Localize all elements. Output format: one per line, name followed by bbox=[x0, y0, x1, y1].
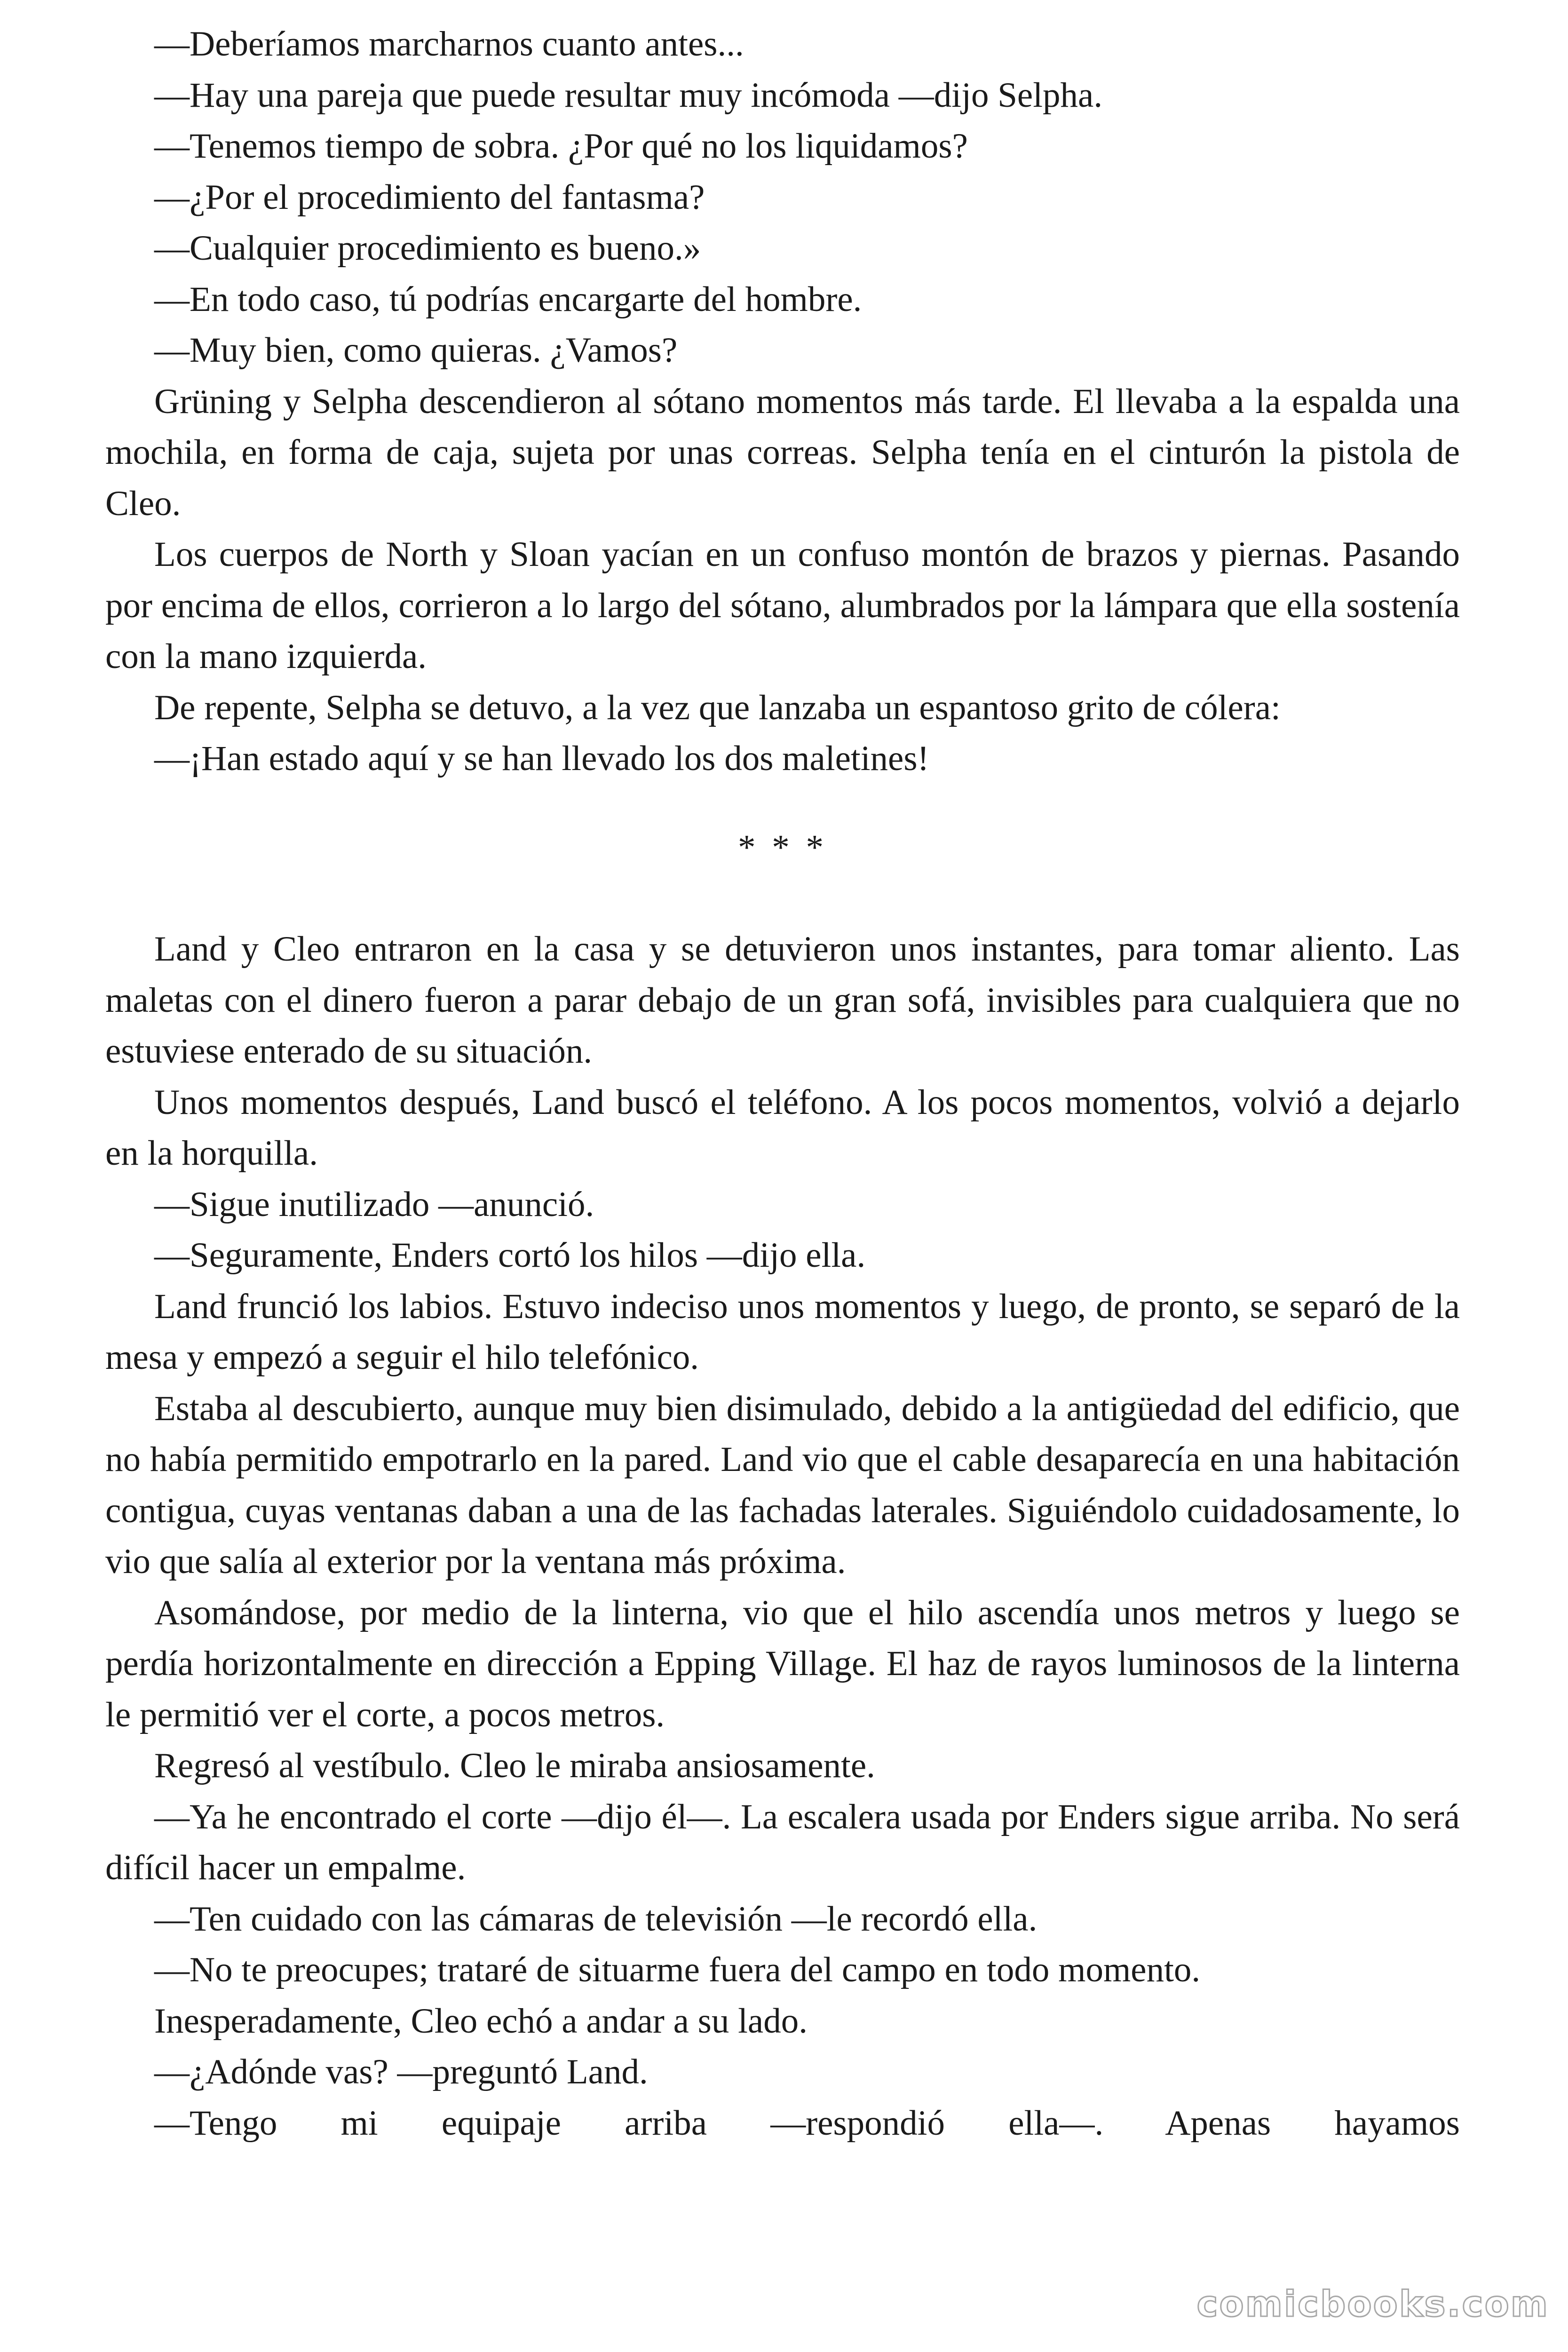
book-page bbox=[105, 19, 1460, 2149]
paragraph: Regresó al vestíbulo. Cleo le miraba ansiosamente. bbox=[154, 1746, 875, 1785]
paragraph: —Cualquier procedimiento es bueno.» bbox=[154, 229, 701, 268]
paragraph: —Ya he encontrado el corte —dijo él—. La escalera usada por Enders sigue arriba. No será difícil hacer un empalme. bbox=[105, 1797, 1460, 1887]
paragraph: Estaba al descubierto, aunque muy bien disimulado, debido a la antigüedad del edificio, que no había permitido empotrarlo en la pared. Land vio que el cable desaparecía en una habitación contigua, cuyas ventanas daban a una de las fachadas laterales. Siguiéndolo cuidadosamente, lo vio que salía al exterior por la ventana más próxima. bbox=[105, 1389, 1460, 1581]
paragraph: —Muy bien, como quieras. ¿Vamos? bbox=[154, 331, 678, 370]
paragraph: —¿Por el procedimiento del fantasma? bbox=[154, 177, 705, 217]
paragraph: Land frunció los labios. Estuvo indeciso unos momentos y luego, de pronto, se separó de la mesa y empezó a seguir el hilo telefónico. bbox=[105, 1287, 1460, 1377]
paragraph-continued: —Tengo mi equipaje arriba —respondió ella—. Apenas hayamos bbox=[154, 2103, 1460, 2143]
paragraph: —En todo caso, tú podrías encargarte del hombre. bbox=[154, 279, 862, 319]
paragraph: Grüning y Selpha descendieron al sótano momentos más tarde. El llevaba a la espalda una mochila, en forma de caja, sujeta por unas correas. Selpha tenía en el cinturón la pistola de Cleo. bbox=[105, 381, 1460, 523]
paragraph: —Tenemos tiempo de sobra. ¿Por qué no los liquidamos? bbox=[154, 127, 968, 166]
paragraph: De repente, Selpha se detuvo, a la vez que lanzaba un espantoso grito de cólera: bbox=[154, 688, 1281, 727]
paragraph: Los cuerpos de North y Sloan yacían en un confuso montón de brazos y piernas. Pasando por encima de ellos, corrieron a lo largo del sótano, alumbrados por la lámpara que ella sostenía con la mano izquierda. bbox=[105, 535, 1460, 676]
paragraph: Inesperadamente, Cleo echó a andar a su lado. bbox=[154, 2001, 808, 2041]
paragraph: —Hay una pareja que puede resultar muy incómoda —dijo Selpha. bbox=[154, 75, 1103, 115]
paragraph: —¡Han estado aquí y se han llevado los dos maletines! bbox=[154, 739, 929, 778]
paragraph: —Seguramente, Enders cortó los hilos —dijo ella. bbox=[154, 1236, 866, 1275]
paragraph: Land y Cleo entraron en la casa y se detuvieron unos instantes, para tomar aliento. Las maletas con el dinero fueron a parar debajo de un gran sofá, invisibles para cualquiera que no estuviese enterado de su situación. bbox=[105, 930, 1460, 1071]
paragraph: Asomándose, por medio de la linterna, vio que el hilo ascendía unos metros y luego se perdía horizontalmente en dirección a Epping Village. El haz de rayos luminosos de la linterna le permitió ver el corte, a pocos metros. bbox=[105, 1593, 1460, 1734]
paragraph: —Sigue inutilizado —anunció. bbox=[154, 1184, 594, 1224]
paragraph: —Ten cuidado con las cámaras de televisión —le recordó ella. bbox=[154, 1899, 1037, 1939]
paragraph: —Deberíamos marcharnos cuanto antes... bbox=[154, 24, 744, 64]
section-separator: * * * bbox=[738, 827, 827, 867]
watermark-logo: comicbooks.com bbox=[1196, 2283, 1549, 2325]
paragraph: —No te preocupes; trataré de situarme fuera del campo en todo momento. bbox=[154, 1950, 1201, 1989]
paragraph: Unos momentos después, Land buscó el teléfono. A los pocos momentos, volvió a dejarlo en la horquilla. bbox=[105, 1082, 1460, 1173]
paragraph: —¿Adónde vas? —preguntó Land. bbox=[154, 2052, 648, 2091]
